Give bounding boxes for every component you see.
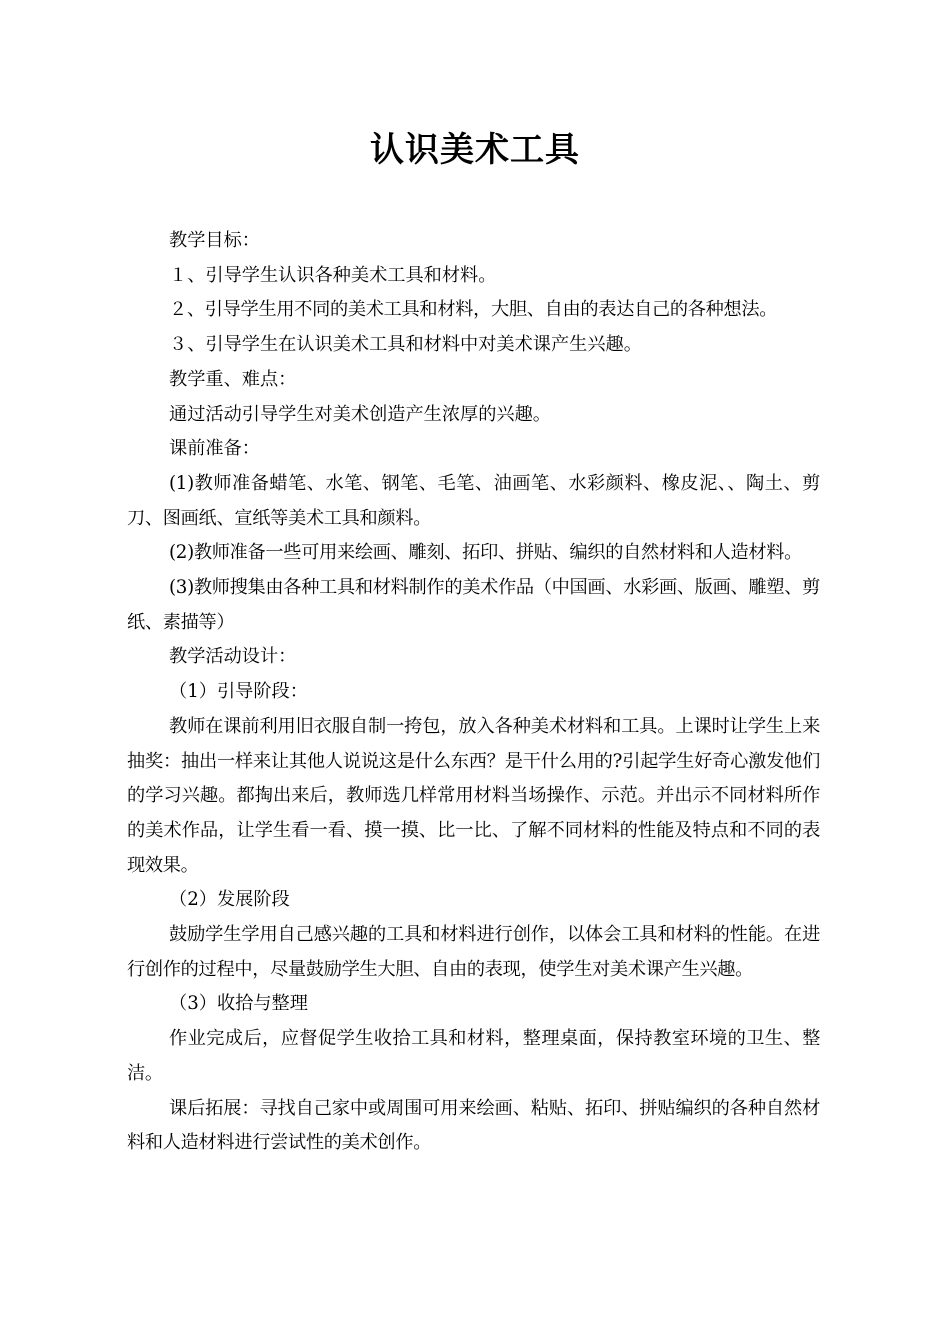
- paragraph-stage-3: 作业完成后，应督促学生收拾工具和材料，整理桌面，保持教室环境的卫生、整洁。: [127, 1028, 820, 1084]
- paragraph-activity-heading: 教学活动设计：: [169, 646, 297, 668]
- paragraph-stage-1: 教师在课前利用旧衣服自制一挎包，放入各种美术材料和工具。上课时让学生上来抽奖：抽出一样来让其他人说说这是什么东西？是干什么用的?引起学生好奇心激发他们的学习兴趣。都掏出来后，教师选几样常用材料当场操作、示范。并出示不同材料所作的美术作品，让学生看一看、摸一摸、比一比、了解不同材料的性能及特点和不同的表现效果。: [127, 715, 820, 876]
- paragraph-objectives-heading: 教学目标：: [169, 230, 260, 251]
- paragraph-preparation-1: (1)教师准备蜡笔、水笔、钢笔、毛笔、油画笔、水彩颜料、橡皮泥、、陶土、剪刀、图画纸、宣纸等美术工具和颜料。: [127, 472, 820, 529]
- document-title: 认识美术工具: [370, 130, 580, 170]
- paragraph-stage-1-heading: （1）引导阶段：: [169, 681, 308, 703]
- paragraph-preparation-3: (3)教师搜集由各种工具和材料制作的美术作品（中国画、水彩画、版画、雕塑、剪纸、素描等）: [127, 577, 820, 633]
- paragraph-keypoints: 通过活动引导学生对美术创造产生浓厚的兴趣。: [169, 403, 551, 425]
- paragraph-stage-3-heading: （3）收拾与整理: [169, 993, 308, 1015]
- paragraph-objective-1: １、引导学生认识各种美术工具和材料。: [169, 264, 497, 286]
- paragraph-objective-3: ３、引导学生在认识美术工具和材料中对美术课产生兴趣。: [169, 334, 642, 356]
- paragraph-preparation-2: (2)教师准备一些可用来绘画、雕刻、拓印、拼贴、编织的自然材料和人造材料。: [169, 542, 803, 564]
- paragraph-stage-2-heading: （2）发展阶段: [169, 889, 290, 911]
- paragraph-stage-2: 鼓励学生学用自己感兴趣的工具和材料进行创作，以体会工具和材料的性能。在进行创作的过程中，尽量鼓励学生大胆、自由的表现，使学生对美术课产生兴趣。: [127, 924, 820, 980]
- paragraph-keypoints-heading: 教学重、难点：: [169, 368, 297, 390]
- document-body: [127, 224, 820, 1161]
- paragraph-extension: 课后拓展：寻找自己家中或周围可用来绘画、粘贴、拓印、拼贴编织的各种自然材料和人造材料进行尝试性的美术创作。: [127, 1097, 820, 1154]
- paragraph-preparation-heading: 课前准备：: [169, 438, 260, 460]
- paragraph-objective-2: ２、引导学生用不同的美术工具和材料，大胆、自由的表达自己的各种想法。: [169, 299, 778, 321]
